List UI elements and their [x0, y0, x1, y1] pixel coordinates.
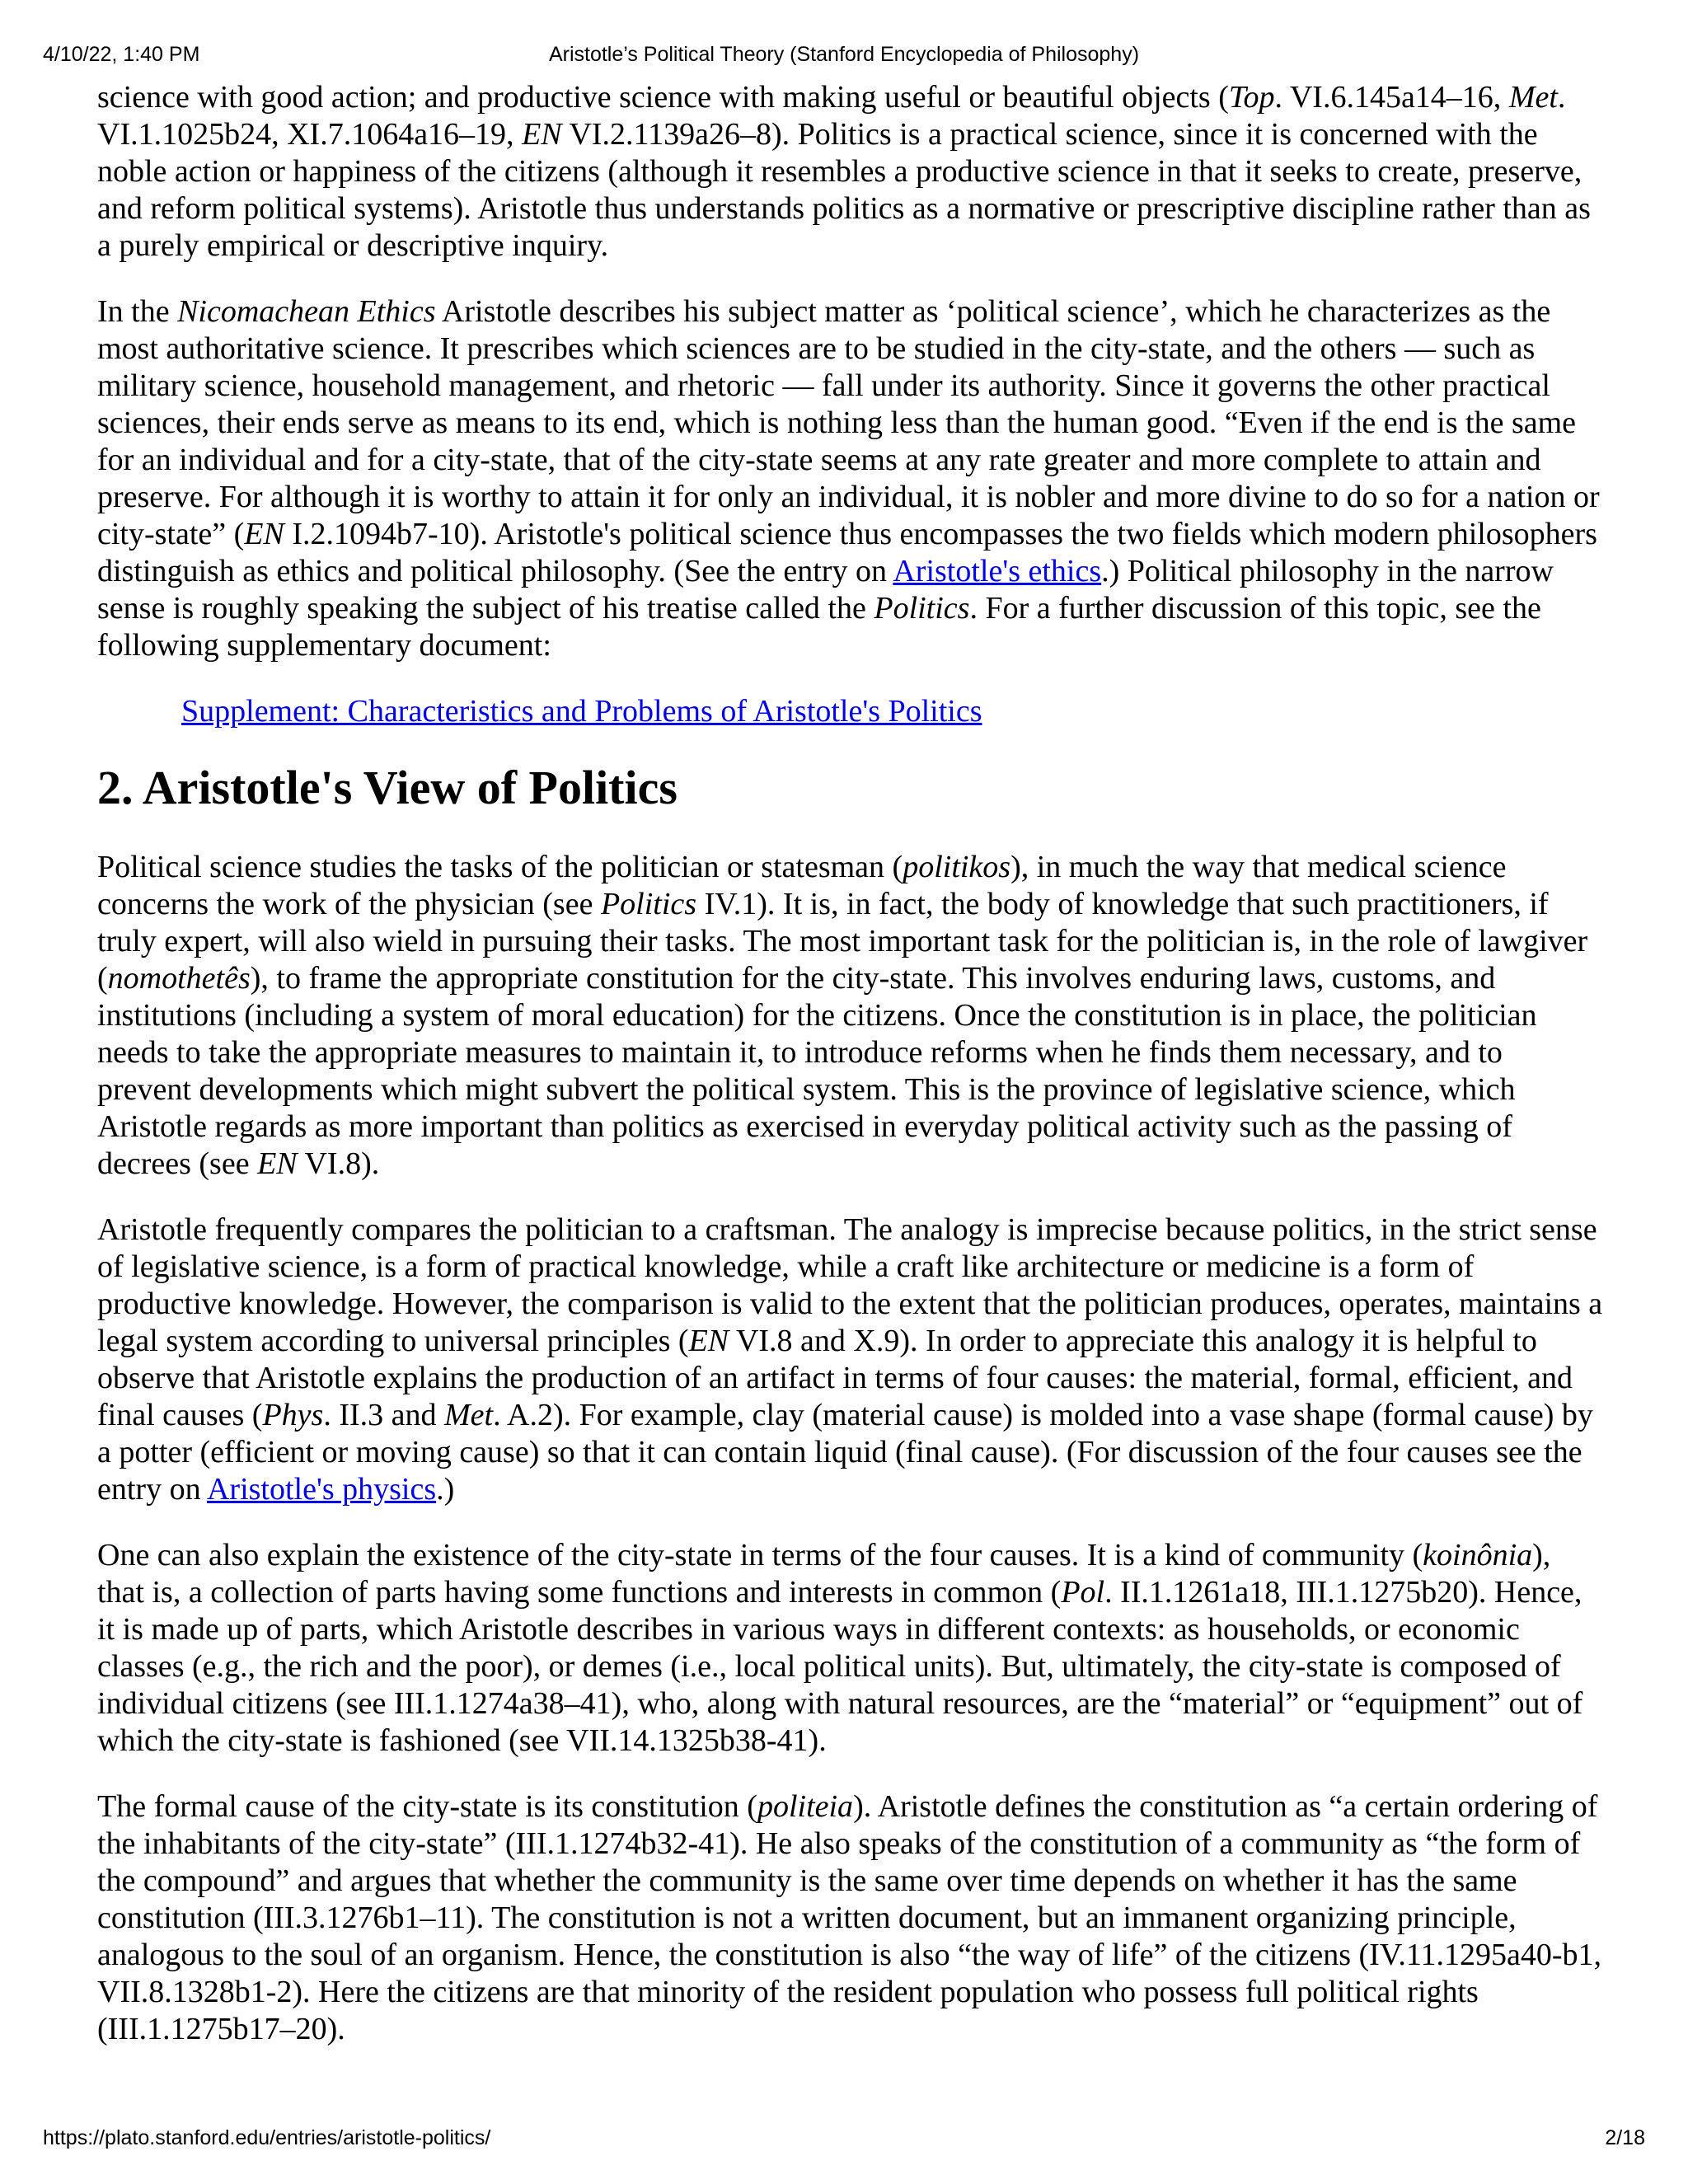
term-italic: koinônia	[1423, 1538, 1533, 1572]
text-run: . II.1.1261a18, III.1.1275b20). Hence, it is made up of parts, which Aristotle describes in various ways in different contexts: as households, or economic classes (e.g., the rich and the poor), or demes (i.e., local political units). But, ultimately, the city-state is composed of individual citizens (see III.1.1274a38–41), who, along with natural resources, are the “material” or “equipment” out of which the city-state is fashioned (see VII.14.1325b38-41).	[97, 1575, 1583, 1758]
citation-italic: EN	[522, 117, 562, 152]
paragraph-practical-science	[97, 79, 1604, 265]
text-run: . A.2). For example, clay (material cause) is molded into a vase shape (formal cause) by a potter (efficient or moving cause) so that it can contain liquid (final cause). (For discussion of the four causes see the entry on	[97, 1398, 1593, 1507]
text-run: ), that is, a collection of parts having some functions and interests in common (	[97, 1538, 1551, 1610]
text-run: ), in much the way that medical science concerns the work of the physician (see	[97, 850, 1507, 921]
text-run: IV.1). It is, in fact, the body of knowledge that such practitioners, if truly expert, will also wield in pursuing their tasks. The most important task for the politician is, in the role of lawgiver (	[97, 887, 1588, 996]
citation-italic: EN	[688, 1324, 729, 1358]
text-run: Aristotle describes his subject matter as ‘political science’, which he characterizes as the most authoritative science. It prescribes which sciences are to be studied in the city-state, and the others — such as military science, household management, and rhetoric — fall under its authority. Since it governs the other practical sciences, their ends serve as means to its end, which is nothing less than the human good. “Even if the end is the same for an individual and for a city-state, that of the city-state seems at any rate greater and more complete to attain and preserve. For although it is worthy to attain it for only an individual, it is nobler and more divine to do so for a nation or city-state” (	[97, 294, 1600, 551]
text-run: .)	[436, 1472, 455, 1507]
text-run: . II.3 and	[323, 1398, 445, 1432]
text-run: The formal cause of the city-state is its constitution (	[97, 1789, 757, 1824]
paragraph-craftsman-analogy	[97, 1212, 1604, 1508]
text-run: Aristotle frequently compares the politician to a craftsman. The analogy is imprecise because politics, in the strict sense of legislative science, is a form of practical knowledge, while a craft like architecture or medicine is a form of productive knowledge. However, the comparison is valid to the extent that the politician produces, operates, maintains a legal system according to universal principles (	[97, 1212, 1603, 1358]
text-run: ), to frame the appropriate constitution for the city-state. This involves enduring laws, customs, and institutions (including a system of moral education) for the citizens. Once the constitution is in place, the politician needs to take the appropriate measures to maintain it, to introduce reforms when he finds them necessary, and to prevent developments which might subvert the political system. This is the province of legislative science, which Aristotle regards as more important than politics as exercised in everyday political activity such as the passing of decrees (see	[97, 961, 1537, 1181]
term-italic: nomothetês	[107, 961, 251, 996]
citation-italic: Politics	[874, 591, 970, 626]
citation-italic: Politics	[600, 887, 697, 921]
page-number: 2/18	[1605, 2126, 1645, 2149]
text-run: ). Aristotle defines the constitution as “a certain ordering of the inhabitants of the city-state” (III.1.1274b32-41). He also speaks of the constitution of a community as “the form of the compound” and argues that whether the community is the same over time depends on whether it has the same constitution (III.3.1276b1–11). The constitution is not a written document, but an immanent organizing principle, analogous to the soul of an organism. Hence, the constitution is also “the way of life” of the citizens (IV.11.1295a40-b1, VII.8.1328b1-2). Here the citizens are that minority of the resident population who possess full political rights (III.1.1275b17–20).	[97, 1789, 1601, 2046]
print-header	[43, 38, 1645, 71]
citation-italic: Met	[444, 1398, 494, 1432]
text-run: science with good action; and productive science with making useful or beautiful objects (	[97, 80, 1229, 115]
citation-italic: Pol	[1061, 1575, 1105, 1610]
text-run: In the	[97, 294, 178, 329]
supplement-block	[181, 693, 1604, 730]
text-run: VI.8).	[297, 1146, 380, 1181]
citation-italic: EN	[244, 517, 284, 551]
section-heading: 2. Aristotle's View of Politics	[97, 761, 678, 814]
text-run: . For a further discussion of this topic, see the following supplementary document:	[97, 591, 1541, 663]
paragraph-formal-cause	[97, 1788, 1604, 2048]
text-run: .) Political philosophy in the narrow sense is roughly speaking the subject of his treatise called the	[97, 554, 1554, 626]
print-url: https://plato.stanford.edu/entries/aristotle-politics/	[43, 2126, 491, 2149]
paragraph-political-science-tasks	[97, 849, 1604, 1183]
print-title: Aristotle’s Political Theory (Stanford Encyclopedia of Philosophy)	[548, 43, 1140, 66]
link-supplement[interactable]: Supplement: Characteristics and Problems of Aristotle's Politics	[181, 694, 982, 729]
article-content	[97, 79, 1604, 2077]
citation-italic: EN	[257, 1146, 298, 1181]
link-aristotles-ethics[interactable]: Aristotle's ethics	[893, 554, 1102, 588]
paragraph-nicomachean-ethics	[97, 293, 1604, 664]
citation-italic: Nicomachean Ethics	[177, 294, 436, 329]
text-run: I.2.1094b7-10). Aristotle's political science thus encompasses the two fields which modern philosophers distinguish as ethics and political philosophy. (See the entry on	[97, 517, 1597, 588]
term-italic: politikos	[903, 850, 1011, 884]
text-run: . VI.6.145a14–16,	[1274, 80, 1509, 115]
print-footer	[43, 2121, 1645, 2154]
citation-italic: Top	[1228, 80, 1275, 115]
term-italic: politeia	[757, 1789, 854, 1824]
text-run: . VI.1.1025b24, XI.7.1064a16–19,	[97, 80, 1566, 152]
text-run: Political science studies the tasks of the politician or statesman (	[97, 850, 903, 884]
text-run: VI.2.1139a26–8). Politics is a practical science, since it is concerned with the noble action or happiness of the citizens (although it resembles a productive science in that it seeks to create, preserve, and reform political systems). Aristotle thus understands politics as a normative or prescriptive discipline rather than as a purely empirical or descriptive inquiry.	[97, 117, 1591, 263]
text-run: One can also explain the existence of the city-state in terms of the four causes. It is a kind of community (	[97, 1538, 1423, 1572]
text-run: VI.8 and X.9). In order to appreciate this analogy it is helpful to observe that Aristotle explains the production of an artifact in terms of four causes: the material, formal, efficient, and final causes (	[97, 1324, 1573, 1432]
citation-italic: Met	[1508, 80, 1558, 115]
paragraph-four-causes-city-state	[97, 1537, 1604, 1760]
citation-italic: Phys	[262, 1398, 324, 1432]
link-aristotles-physics[interactable]: Aristotle's physics	[206, 1472, 437, 1507]
print-date: 4/10/22, 1:40 PM	[43, 43, 200, 66]
